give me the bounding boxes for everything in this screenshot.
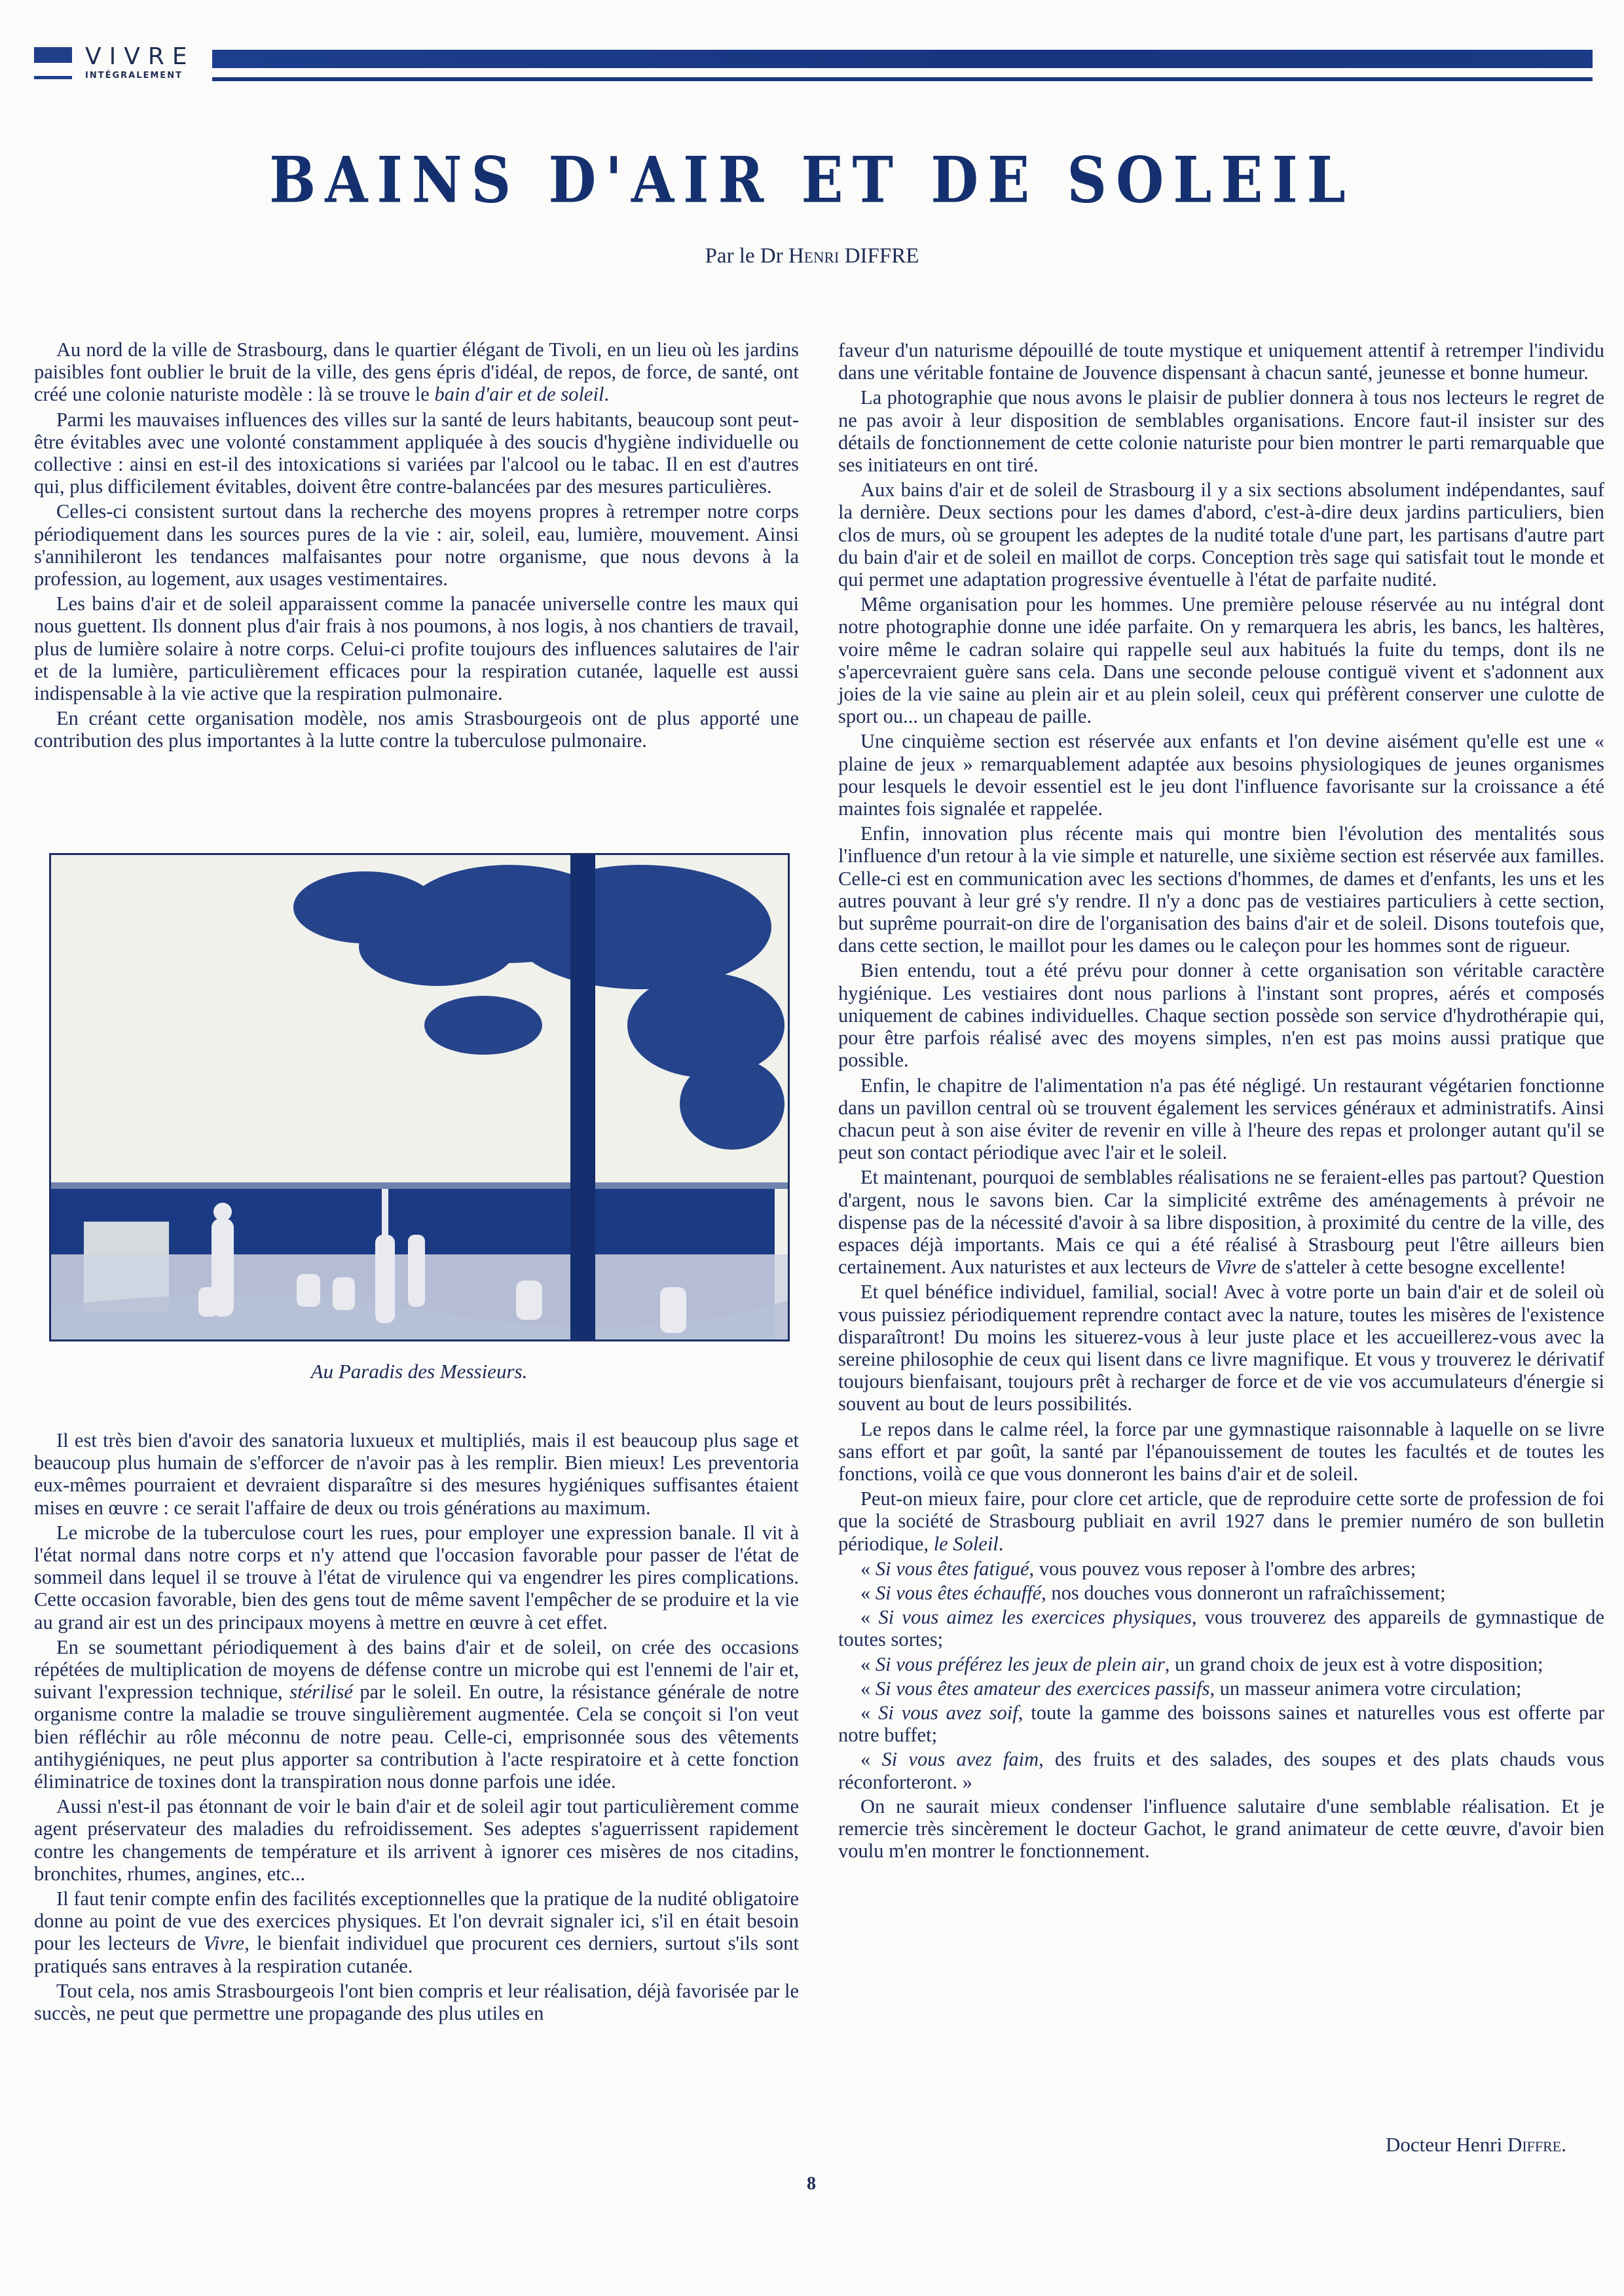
masthead-logo-block (34, 47, 72, 63)
paragraph-continuation: faveur d'un naturisme dépouillé de toute mystique et uniquement attentif à retremper l'individu dans une véritable fontaine de Jouvence dispensant à chacun santé, jeunesse et bonne humeur. (838, 339, 1604, 384)
right-column (838, 339, 1604, 1865)
byline-prefix: Par le Dr (705, 244, 783, 268)
paragraph: Le repos dans le calme réel, la force par une gymnastique raisonnable à laquelle on se livre sans effort et par goût, la santé par l'épanouissement de toutes les facultés et de toutes les fonctions, voilà ce que vous donneront les bains d'air et de soleil. (838, 1417, 1604, 1485)
paragraph: Même organisation pour les hommes. Une première pelouse réservée au nu intégral dont notre photographie donne une idée parfaite. On y remarquera les abris, les bancs, les haltères, voire même le cadran solaire qui rappelle seul aux habitués la fuite du temps, dont ils ne s'apercevraient guère sans cela. Dans une seconde pelouse contiguë vivent et s'adonnent aux joies de la vie saine au plein air et au plein soleil, ceux qui préfèrent conserver une culotte de sport ou... un chapeau de paille. (838, 593, 1604, 728)
paragraph: Enfin, le chapitre de l'alimentation n'a pas été négligé. Un restaurant végétarien fonctionne dans un pavillon central où se trouvent également les services généraux et administratifs. Ainsi chacun peut à son aise éviter de revenir en ville à l'heure des repas et prolonger autant qu'il se peut son contact périodique avec l'air et le soleil. (838, 1074, 1604, 1164)
left-column-bottom (34, 1429, 799, 2027)
paragraph: Et quel bénéfice individuel, familial, social! Avec à votre porte un bain d'air et de soleil où vous puissiez périodiquement reprendre contact avec la nature, toutes les misères de l'existence disparaîtront! Du moins les situerez-vous à leur juste place et les accueillerez-vous avec la sereine philosophie de ceux qui lisent dans ce livre magnifique. Et vous y trouverez le dérivatif toujours bienfaisant, toujours prêt à recharger de force et de vie vos accumulateurs d'énergie si souvent au bout de leurs possibilités. (838, 1281, 1604, 1415)
quote-item: « Si vous aimez les exercices physiques, vous trouverez des appareils de gymnastique de toutes sortes; (838, 1606, 1605, 1651)
paragraph: Celles-ci consistent surtout dans la recherche des moyens propres à retremper notre corps périodiquement dans les sources pures de la vie : air, soleil, eau, lumière, mouvement. Ainsi s'annihileront les tendances malfaisantes pour notre organisme, que nous devons à la profession, au logement, aux usages vestimentaires. (34, 500, 799, 591)
masthead-rule-thin (212, 77, 1593, 81)
quote-item: « Si vous avez faim, des fruits et des salades, des soupes et des plats chauds vous réconforteront. » (838, 1748, 1604, 1793)
left-column-top (34, 338, 799, 755)
byline (0, 244, 1624, 268)
quote-item: « Si vous êtes amateur des exercices passifs, un masseur animera votre circulation; (860, 1677, 1522, 1700)
masthead-rule-thick (212, 50, 1593, 68)
paragraph: Une cinquième section est réservée aux enfants et l'on devine aisément qu'elle est une « plaine de jeux » remarquablement adaptée aux besoins physiologiques de jeunes organismes pour lesquels le devoir essentiel est le jeu dont l'influence favorisante sur la croissance a été maintes fois signalée et rappelée. (838, 730, 1604, 820)
quote-item: « Si vous êtes échauffé, nos douches vous donneront un rafraîchissement; (860, 1581, 1446, 1604)
paragraph: La photographie que nous avons le plaisir de publier donnera à tous nos lecteurs le regret de ne pas avoir à leur disposition de semblables organisations. Encore faut-il insister sur des détails de fonctionnement de cette colonie naturiste pour bien montrer le parti remarquable que ses initiateurs en ont tiré. (838, 386, 1604, 477)
paragraph: Enfin, innovation plus récente mais qui montre bien l'évolution des mentalités sous l'influence d'un retour à la vie simple et naturelle, une sixième section est réservée aux familles. Celle-ci est en communication avec les sections d'hommes, de dames et d'enfants, les uns et les autres pouvant à leur gré s'y rendre. Il n'y a donc pas de vestiaires particuliers à cette section, but suprême pourrait-on dire de l'organisation des bains d'air et de soleil. Disons toutefois que, dans cette section, le maillot pour les dames ou le caleçon pour les hommes sont de rigueur. (838, 822, 1604, 957)
paragraph: Il faut tenir compte enfin des facilités exceptionnelles que la pratique de la nudité obligatoire donne au point de vue des exercices physiques. Et l'on devrait signaler ici, s'il en était besoin pour les lecteurs de Vivre, le bienfait individuel que procurent ces derniers, surtout s'ils sont pratiqués sans entraves à la respiration cutanée. (34, 1887, 799, 1977)
paragraph-closing: On ne saurait mieux condenser l'influence salutaire d'une semblable réalisation. Et je remercie très sincèrement le docteur Gachot, le grand animateur de cette œuvre, d'avoir bien voulu m'en montrer le fonctionnement. (838, 1795, 1604, 1863)
photo-illustration (51, 855, 788, 1339)
masthead (34, 43, 1593, 82)
signature-prefix: Docteur Henri (1386, 2133, 1503, 2156)
paragraph: Au nord de la ville de Strasbourg, dans le quartier élégant de Tivoli, en un lieu où les jardins paisibles font oublier le bruit de la ville, des gens épris d'idéal, de repos, de force, de santé, ont créé une colonie naturiste modèle : là se trouve le bain d'air et de soleil. (34, 338, 799, 406)
byline-author: Henri DIFFRE (788, 244, 919, 268)
signature (1386, 2133, 1566, 2157)
paragraph: Parmi les mauvaises influences des villes sur la santé de leurs habitants, beaucoup sont peut-être évitables avec une volonté constamment appliquée à des soucis d'hygiène individuelle ou collective : ainsi en est-il des intoxications si variées par l'alcool ou le tabac. Il en est d'autres qui, plus difficilement évitables, doivent être contre-balancées par des mesures particulières. (34, 408, 799, 498)
page-number: 8 (807, 2174, 816, 2194)
masthead-subtitle: INTÉGRALEMENT (85, 71, 183, 81)
masthead-title: VIVRE (85, 43, 195, 70)
paragraph: Il est très bien d'avoir des sanatoria luxueux et multipliés, mais il est beaucoup plus sage et beaucoup plus humain de s'efforcer de n'avoir pas à les remplir. Bien mieux! Les preventoria eux-mêmes pourraient et devraient disparaître si des mesures hygiéniques suffisantes étaient mises en œuvre : ce serait l'affaire de deux ou trois générations au maximum. (34, 1429, 799, 1519)
photo-naturist-colony (49, 853, 790, 1341)
quote-item: « Si vous avez soif, toute la gamme des boissons saines et naturelles vous est offerte par notre buffet; (838, 1701, 1604, 1747)
paragraph: Aussi n'est-il pas étonnant de voir le bain d'air et de soleil agir tout particulièrement comme agent préservateur des maladies du refroidissement. Ses adeptes s'aguerrissent rapidement contre les changements de température et ils arrivent à ignorer ces misères de nos citadins, bronchites, rhumes, angines, etc... (34, 1795, 799, 1885)
paragraph: Aux bains d'air et de soleil de Strasbourg il y a six sections absolument indépendantes, sauf la dernière. Deux sections pour les dames d'abord, c'est-à-dire deux jardins particuliers, bien clos de murs, où se groupent les adeptes de la nudité totale d'une part, les partisans d'autre part du bain d'air et de soleil en maillot de corps. Conception très sage qui satisfait tout le monde et qui permet une adaptation progressive éventuelle à l'état de parfaite nudité. (838, 479, 1604, 591)
article-title: BAINS D'AIR ET DE SOLEIL (269, 142, 1355, 217)
signature-surname: Diffre. (1507, 2133, 1566, 2156)
paragraph: Bien entendu, tout a été prévu pour donner à cette organisation son véritable caractère hygiénique. Les vestiaires dont nous parlions à l'instant sont propres, aérés et composés uniquement de cabines individuelles. Chaque section possède son service d'hydrothérapie qui, pour être parfois réalisé avec des moyens simples, n'en est pas moins aussi pratique que possible. (838, 959, 1604, 1072)
paragraph: Peut-on mieux faire, pour clore cet article, que de reproduire cette sorte de profession de foi que la société de Strasbourg publiait en avril 1927 dans le premier numéro de son bulletin périodique, le Soleil. (838, 1487, 1604, 1555)
masthead-logo-underline (34, 76, 72, 79)
photo-caption: Au Paradis des Messieurs. (310, 1360, 528, 1383)
quote-item: « Si vous êtes fatigué, vous pouvez vous reposer à l'ombre des arbres; (860, 1557, 1416, 1580)
paragraph: Le microbe de la tuberculose court les rues, pour employer une expression banale. Il vit à l'état normal dans notre corps et n'y attend que l'occasion favorable pour passer de l'état de sommeil dans lequel il se trouve à l'état de virulence qui va engendrer les pires complications. Cette occasion favorable, bien des gens tout de même savent l'empêcher de se produire et la vie au grand air est un des principaux moyens à mettre en œuvre à cet effet. (34, 1521, 799, 1633)
paragraph: En se soumettant périodiquement à des bains d'air et de soleil, on crée des occasions répétées de multiplication de moyens de défense contre un microbe qui est l'ennemi de l'air et, suivant l'expression technique, stérilisé par le soleil. En outre, la résistance générale de notre organisme contre la maladie se trouve singulièrement augmentée. Cela se conçoit si l'on veut bien réfléchir au rôle méconnu de notre peau. Celle-ci, emprisonnée sous des vêtements antihygiéniques, ne peut plus apporter sa contribution à l'acte respiratoire et à cette fonction éliminatrice de toxines dont la transpiration nous donne parfois une idée. (34, 1635, 800, 1793)
paragraph: En créant cette organisation modèle, nos amis Strasbourgeois ont de plus apporté une contribution des plus importantes à la lutte contre la tuberculose pulmonaire. (34, 707, 799, 752)
paragraph: Et maintenant, pourquoi de semblables réalisations ne se feraient-elles pas partout? Question d'argent, nous le savons bien. Car la simplicité extrême des aménagements à prévoir ne dispense pas de la nécessité d'avoir à sa libre disposition, à proximité du centre de la ville, des espaces déjà importants. Mais ce qui a été réalisé à Strasbourg peut l'être ailleurs bien certainement. Aux naturistes et aux lecteurs de Vivre de s'atteler à cette besogne excellente! (838, 1166, 1604, 1279)
quote-item: « Si vous préférez les jeux de plein air, un grand choix de jeux est à votre disposition; (860, 1652, 1543, 1675)
paragraph: Les bains d'air et de soleil apparaissent comme la panacée universelle contre les maux qui nous guettent. Ils donnent plus d'air frais à nos poumons, à nos logis, à nos chantiers de travail, plus de lumière solaire à notre corps. Celui-ci profite toujours des influences salutaires de l'air et de la lumière, particulièrement efficaces pour la respiration cutanée, laquelle est aussi indispensable à la vie active que la respiration pulmonaire. (34, 592, 799, 705)
paragraph: Tout cela, nos amis Strasbourgeois l'ont bien compris et leur réalisation, déjà favorisée par le succès, ne peut que permettre une propagande des plus utiles en (34, 1979, 799, 2025)
